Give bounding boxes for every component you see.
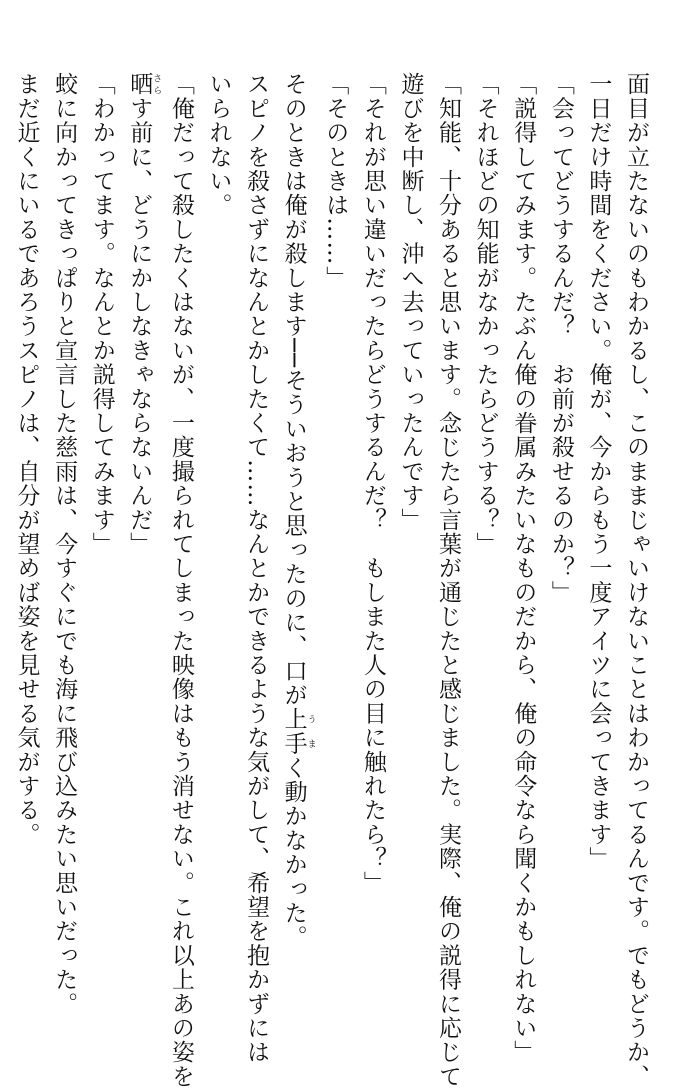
text-line: 一日だけ時間をください。俺が、今からもう一度アイツに会ってきます」 xyxy=(585,72,612,871)
text-line: 「それほどの知能がなかったらどうする？」 xyxy=(472,72,499,556)
ruby-sarasu xyxy=(126,72,162,97)
text-line: 「説得してみます。たぶん俺の眷属みたいなものだから、俺の命令なら聞くかもしれない」 xyxy=(510,72,537,1065)
text-line: 面目が立たないのもわかるし、このままじゃいけないことはわかってるんです。でもどうか、 xyxy=(623,72,649,1088)
ruby-umaku xyxy=(280,707,316,756)
text-line: 遊びを中断し、沖へ去っていったんです」 xyxy=(397,72,424,532)
text-line-with-ruby xyxy=(274,72,316,972)
text-line: 「知能、十分あると思います。念じたら言葉が通じたと感じました。実際、俺の説得に応じて xyxy=(435,72,462,1088)
text-line: 蛟に向かってきっぱりと宣言した慈雨は、今すぐにでも海に飛び込みたい思いだった。 xyxy=(51,72,78,1016)
text-line: まだ近くにいるであろうスピノは、自分が望めば姿を見せる気がする。 xyxy=(13,72,40,847)
text-line: スピノを殺さずになんとかしたくて……なんとかできるような気がして、希望を抱かずには xyxy=(243,72,270,1065)
text-segment: す前に、どうにかしなきゃならないんだ」 xyxy=(126,96,153,557)
body-text xyxy=(7,72,654,1088)
text-line: 「そのときは……」 xyxy=(322,72,349,290)
text-segment: そのときは俺が殺します──そういおうと思ったのに、口が xyxy=(280,72,307,708)
text-line: 「俺だって殺したくはないが、一度撮られてしまった映像はもう消せない。これ以上あの姿を xyxy=(167,72,194,1088)
text-segment: く動かなかった。 xyxy=(280,755,307,950)
ruby-reading: さら xyxy=(151,72,162,97)
text-line: いられない。 xyxy=(205,72,232,218)
text-line-with-ruby xyxy=(120,72,162,972)
ruby-base: 上手 xyxy=(280,707,307,756)
ruby-base: 晒 xyxy=(126,72,153,97)
text-line: 「それが思い違いだったらどうするんだ？ もしまた人の目に触れたら？」 xyxy=(359,72,386,895)
text-line: 「わかってます。なんとか説得してみます」 xyxy=(88,72,115,556)
ruby-reading: うま xyxy=(305,707,316,756)
text-line: 「会ってどうするんだ？ お前が殺せるのか？」 xyxy=(547,72,574,605)
